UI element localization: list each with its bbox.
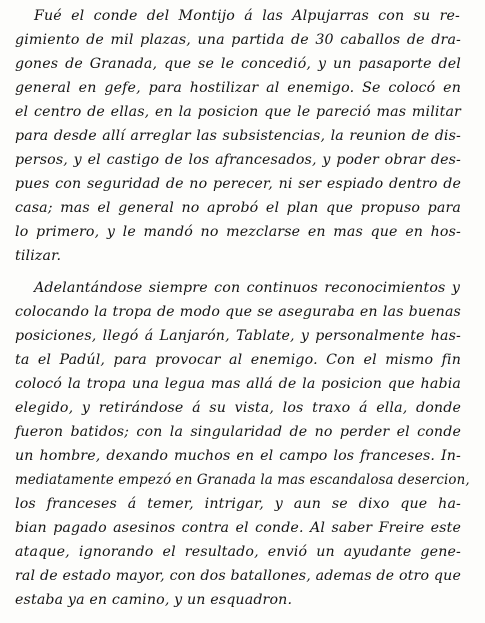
paragraph-1-line-9: casa; mas el general no aprobó el plan que propuso para — [15, 200, 461, 216]
paragraph-1-line-2: gimiento de mil plazas, una partida de 30 caballos de dra- — [15, 32, 461, 48]
paragraph-2-line-7: fueron batidos; con la singularidad de no perder el conde — [15, 424, 461, 440]
paragraph-1-line-3: gones de Granada, que se le concedió, y un pasaporte del — [15, 56, 461, 72]
paragraph-2-line-10: los franceses á temer, intrigar, y aun se dixo que ha- — [15, 496, 461, 512]
paragraph-2-line-9: mediatamente empezó en Granada la mas escandalosa desercion, — [15, 472, 470, 488]
paragraph-1-line-4: general en gefe, para hostilizar al enemigo. Se colocó en — [15, 80, 461, 96]
paragraph-1-line-6: para desde allí arreglar las subsistencias, la reunion de dis- — [15, 128, 461, 144]
paragraph-2-line-1: Adelantándose siempre con continuos reconocimientos y — [34, 280, 460, 296]
paragraph-2-line-3: posiciones, llegó á Lanjarón, Tablate, y personalmente has- — [15, 328, 461, 344]
paragraph-1-line-5: el centro de ellas, en la posicion que le pareció mas militar — [15, 104, 461, 120]
paragraph-1-line-11: tilizar. — [15, 248, 62, 264]
paragraph-1-line-8: pues con seguridad de no perecer, ni ser espiado dentro de — [15, 176, 461, 192]
paragraph-2-line-2: colocando la tropa de modo que se aseguraba en las buenas — [15, 304, 461, 320]
paragraph-2-line-11: bian pagado asesinos contra el conde. Al saber Freire este — [15, 520, 461, 536]
paragraph-2-line-5: colocó la tropa una legua mas allá de la posicion que habia — [15, 376, 461, 392]
paragraph-1-line-7: persos, y el castigo de los afrancesados, y poder obrar des- — [15, 152, 461, 168]
paragraph-1-line-1: Fué el conde del Montijo á las Alpujarras con su re- — [34, 8, 460, 24]
paragraph-2-line-6: elegido, y retirándose á su vista, los traxo á ella, donde — [15, 400, 461, 416]
paragraph-2-line-14: estaba ya en camino, y un esquadron. — [15, 592, 293, 608]
paragraph-2-line-4: ta el Padúl, para provocar al enemigo. Con el mismo fin — [15, 352, 461, 368]
paragraph-1-line-10: lo primero, y le mandó no mezclarse en mas que en hos- — [15, 224, 461, 240]
paragraph-2-line-12: ataque, ignorando el resultado, envió un ayudante gene- — [15, 544, 461, 560]
paragraph-2-line-13: ral de estado mayor, con dos batallones, ademas de otro que — [15, 568, 461, 584]
paragraph-2-line-8: un hombre, dexando muchos en el campo los franceses. In- — [15, 448, 461, 464]
